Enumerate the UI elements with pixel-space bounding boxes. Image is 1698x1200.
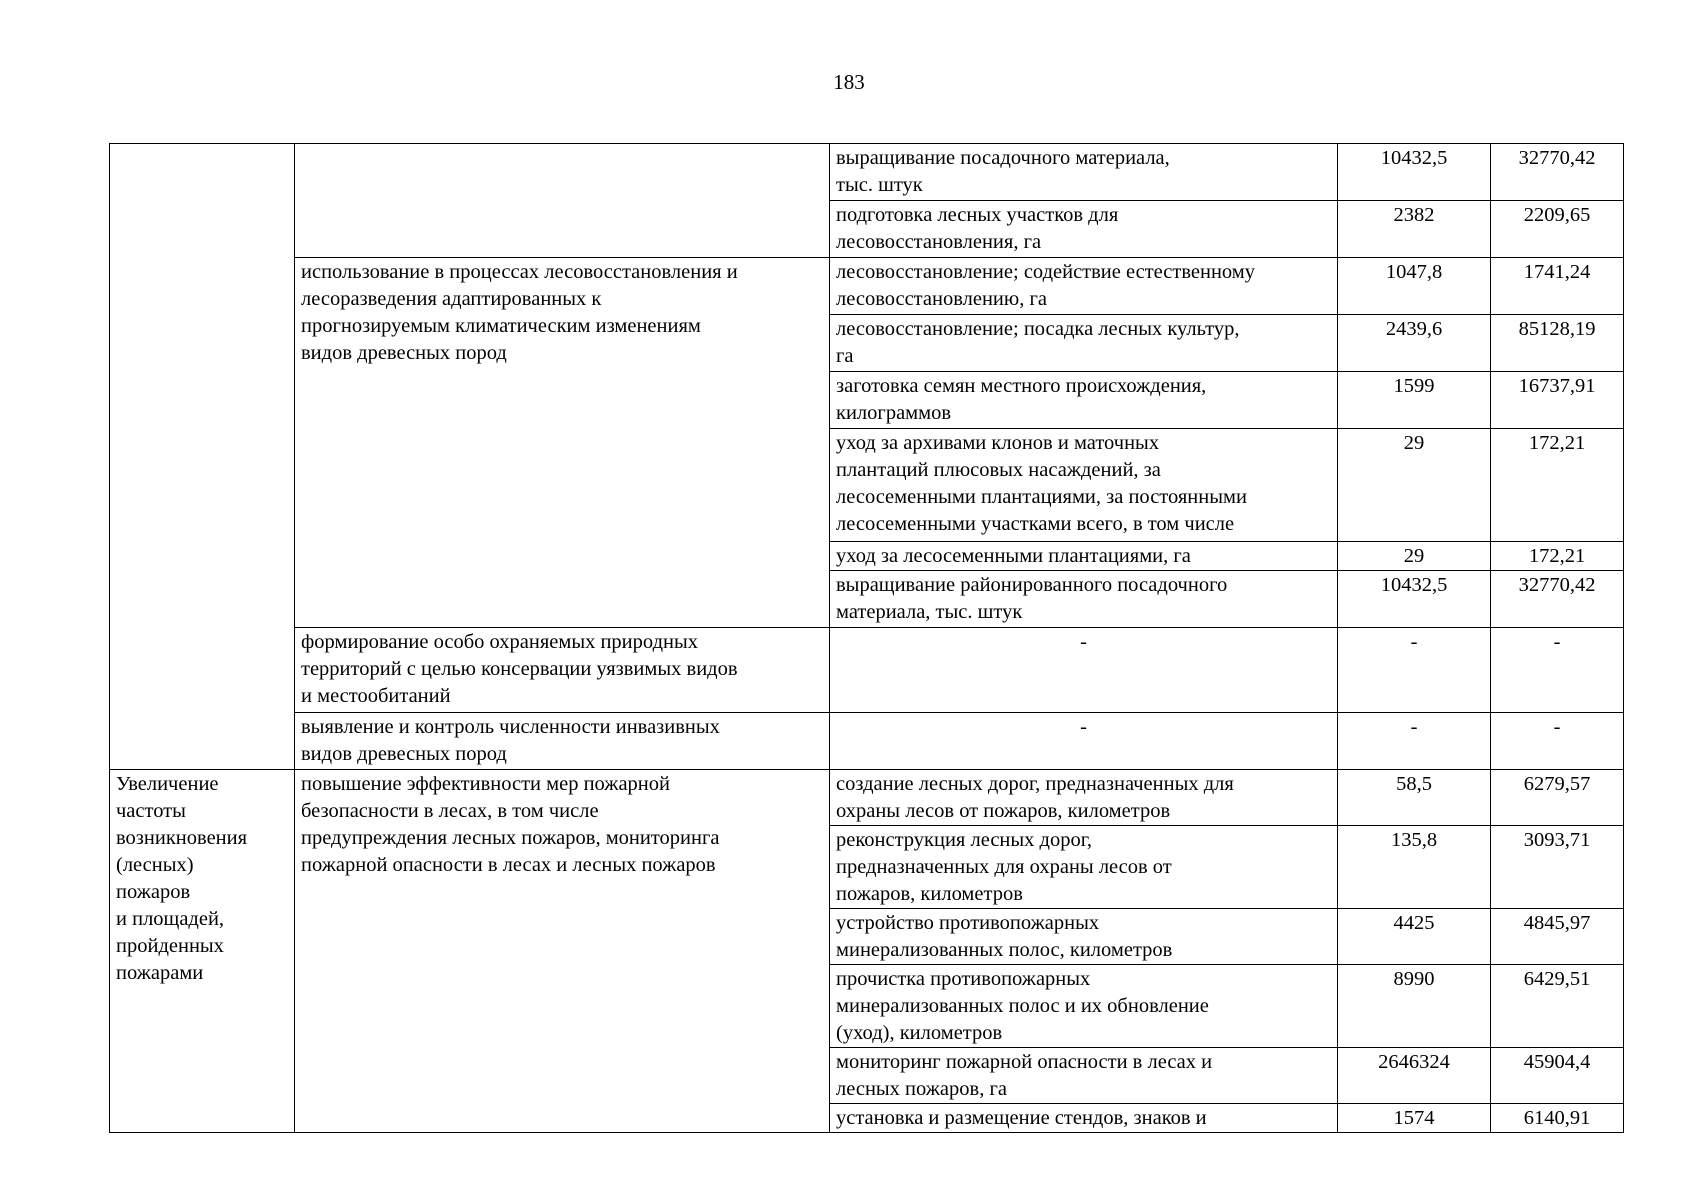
activity-cell: установка и размещение стендов, знаков и bbox=[830, 1104, 1338, 1133]
table-row bbox=[110, 713, 1624, 770]
table-row bbox=[110, 144, 1624, 201]
volume-cell: 8990 bbox=[1338, 965, 1491, 1048]
volume-cell: - bbox=[1338, 713, 1491, 770]
cost-cell: 32770,42 bbox=[1491, 144, 1624, 201]
cost-cell: 6279,57 bbox=[1491, 770, 1624, 826]
measure-cell: формирование особо охраняемых природных территорий с целью консервации уязвимых видов и местообитаний bbox=[295, 628, 830, 713]
activity-cell: - bbox=[830, 628, 1338, 713]
activity-cell: мониторинг пожарной опасности в лесах и лесных пожаров, га bbox=[830, 1048, 1338, 1104]
volume-cell: 29 bbox=[1338, 542, 1491, 571]
measures-table bbox=[109, 143, 1624, 1133]
cost-cell: 1741,24 bbox=[1491, 258, 1624, 315]
cost-cell: 85128,19 bbox=[1491, 315, 1624, 372]
measure-cell: выявление и контроль численности инвазивных видов древесных пород bbox=[295, 713, 830, 770]
volume-cell: 10432,5 bbox=[1338, 144, 1491, 201]
cost-cell: 6140,91 bbox=[1491, 1104, 1624, 1133]
volume-cell: 2646324 bbox=[1338, 1048, 1491, 1104]
table-row bbox=[110, 258, 1624, 315]
activity-cell: заготовка семян местного происхождения, килограммов bbox=[830, 372, 1338, 429]
volume-cell: 10432,5 bbox=[1338, 571, 1491, 628]
cost-cell: 2209,65 bbox=[1491, 201, 1624, 258]
activity-cell: создание лесных дорог, предназначенных для охраны лесов от пожаров, километров bbox=[830, 770, 1338, 826]
risk-cell-empty bbox=[110, 144, 295, 770]
cost-cell: 16737,91 bbox=[1491, 372, 1624, 429]
measure-cell: использование в процессах лесовосстановления и лесоразведения адаптированных к прогнозируемым климатическим изменениям видов древесных пород bbox=[295, 258, 830, 628]
table-row bbox=[110, 770, 1624, 826]
activity-cell: устройство противопожарных минерализованных полос, километров bbox=[830, 909, 1338, 965]
measure-cell-empty bbox=[295, 144, 830, 258]
volume-cell: - bbox=[1338, 628, 1491, 713]
activity-cell: уход за лесосеменными плантациями, га bbox=[830, 542, 1338, 571]
activity-cell: подготовка лесных участков для лесовосстановления, га bbox=[830, 201, 1338, 258]
cost-cell: 172,21 bbox=[1491, 542, 1624, 571]
volume-cell: 4425 bbox=[1338, 909, 1491, 965]
volume-cell: 135,8 bbox=[1338, 826, 1491, 909]
activity-cell: прочистка противопожарных минерализованных полос и их обновление (уход), километров bbox=[830, 965, 1338, 1048]
activity-cell: лесовосстановление; содействие естественному лесовосстановлению, га bbox=[830, 258, 1338, 315]
measure-cell: повышение эффективности мер пожарной безопасности в лесах, в том числе предупреждения лесных пожаров, мониторинга пожарной опасности в лесах и лесных пожаров bbox=[295, 770, 830, 1133]
activity-cell: уход за архивами клонов и маточных плантаций плюсовых насаждений, за лесосеменными плантациями, за постоянными лесосеменными участками всего, в том числе bbox=[830, 429, 1338, 542]
cost-cell: 45904,4 bbox=[1491, 1048, 1624, 1104]
volume-cell: 1599 bbox=[1338, 372, 1491, 429]
cost-cell: - bbox=[1491, 628, 1624, 713]
cost-cell: 32770,42 bbox=[1491, 571, 1624, 628]
volume-cell: 2439,6 bbox=[1338, 315, 1491, 372]
volume-cell: 1574 bbox=[1338, 1104, 1491, 1133]
cost-cell: - bbox=[1491, 713, 1624, 770]
cost-cell: 4845,97 bbox=[1491, 909, 1624, 965]
table-row bbox=[110, 628, 1624, 713]
cost-cell: 6429,51 bbox=[1491, 965, 1624, 1048]
activity-cell: выращивание районированного посадочного материала, тыс. штук bbox=[830, 571, 1338, 628]
page-number: 183 bbox=[833, 70, 865, 94]
activity-cell: лесовосстановление; посадка лесных культур, га bbox=[830, 315, 1338, 372]
cost-cell: 172,21 bbox=[1491, 429, 1624, 542]
volume-cell: 1047,8 bbox=[1338, 258, 1491, 315]
volume-cell: 29 bbox=[1338, 429, 1491, 542]
volume-cell: 2382 bbox=[1338, 201, 1491, 258]
activity-cell: выращивание посадочного материала, тыс. штук bbox=[830, 144, 1338, 201]
cost-cell: 3093,71 bbox=[1491, 826, 1624, 909]
risk-cell: Увеличение частоты возникновения (лесных) пожаров и площадей, пройденных пожарами bbox=[110, 770, 295, 1133]
activity-cell: - bbox=[830, 713, 1338, 770]
volume-cell: 58,5 bbox=[1338, 770, 1491, 826]
activity-cell: реконструкция лесных дорог, предназначенных для охраны лесов от пожаров, километров bbox=[830, 826, 1338, 909]
